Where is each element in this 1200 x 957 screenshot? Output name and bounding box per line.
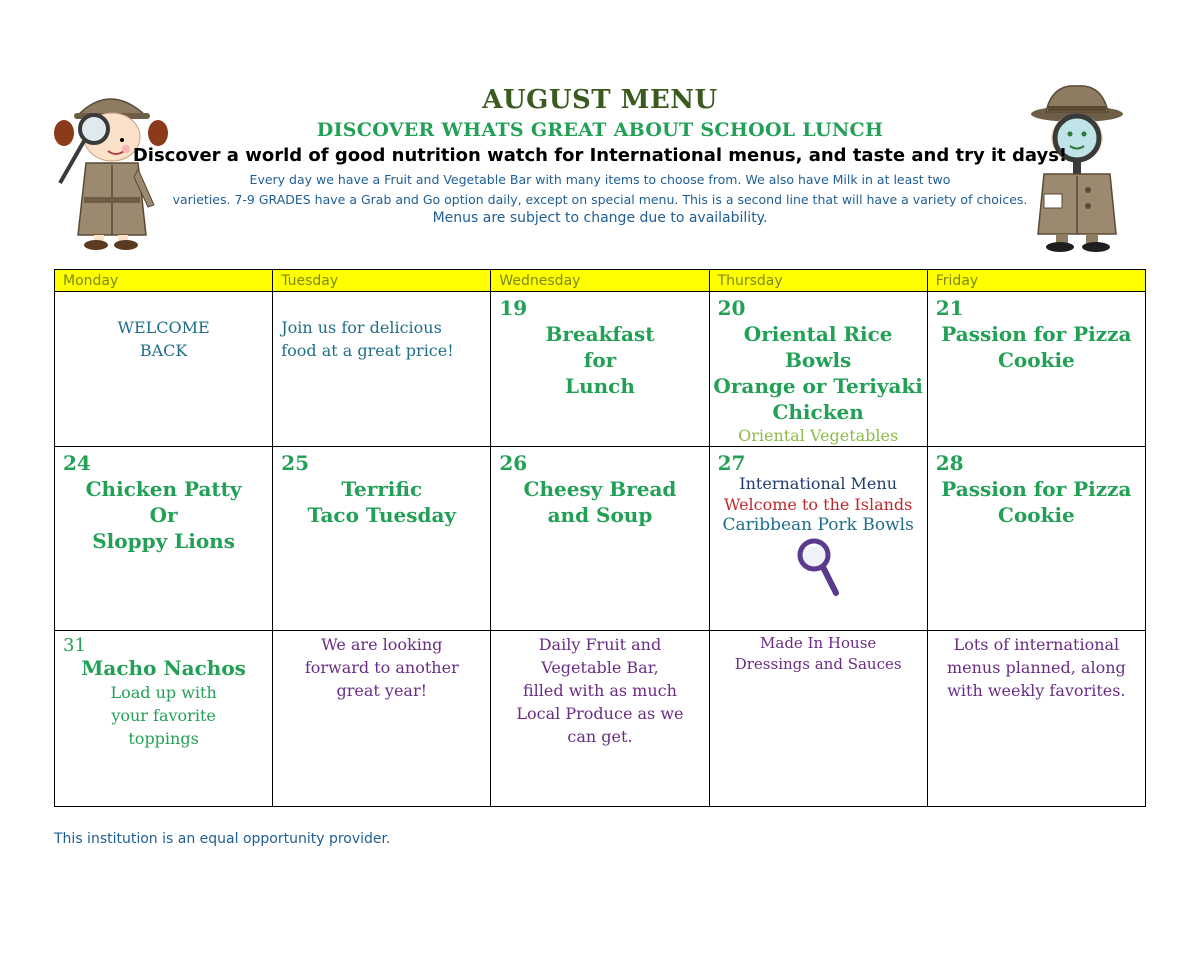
note-line: food at a great price! [281,341,454,360]
menu-line: Orange or Teriyaki [713,374,923,398]
note-line: International Menu [739,474,897,493]
note-line: Made In House [760,634,877,652]
intro-note [273,316,490,362]
note-line: Caribbean Pork Bowls [722,515,914,535]
day-cell [927,631,1145,807]
day-cell [55,447,273,631]
note-line: with weekly favorites. [947,681,1126,700]
day-cell [709,292,927,447]
note-line: your favorite [111,706,216,725]
day-cell [927,292,1145,447]
menu-line: Terrific [341,477,423,501]
menu-line: Oriental Rice [743,322,893,346]
day-header-tuesday: Tuesday [273,270,491,292]
menu-item [928,321,1145,373]
menu-line: Macho Nachos [81,656,246,680]
menu-item [710,321,927,447]
note-line: Vegetable Bar, [541,658,659,677]
international-menu [710,473,927,536]
day-cell [55,631,273,807]
day-header-friday: Friday [927,270,1145,292]
date-number: 26 [499,451,528,475]
day-cell [709,631,927,807]
date-number: 21 [935,296,964,320]
menu-line: Cheesy Bread [523,477,677,501]
day-header-monday: Monday [55,270,273,292]
menu-item [55,476,272,554]
menu-line: Breakfast [545,322,655,346]
menu-line: Cookie [997,348,1075,372]
menu-line: Taco Tuesday [307,503,457,527]
day-cell [273,631,491,807]
note-text [928,633,1145,702]
note-line: forward to another [304,658,459,677]
menu-line: Chicken Patty [85,477,242,501]
note-text [491,633,708,748]
week-row [55,631,1146,807]
date-number: 24 [63,451,91,475]
date-number: 31 [63,635,86,656]
menu-line: Chicken [772,400,864,424]
note-line: Local Produce as we [516,704,684,723]
menu-line: Bowls [784,348,852,372]
note-line: great year! [336,681,428,700]
menu-line: Lunch [565,374,635,398]
week-row [55,292,1146,447]
note-line: Welcome to the Islands [723,495,913,514]
note-line: Load up with [110,683,217,702]
menu-item [928,476,1145,528]
day-cell [273,447,491,631]
side-dish: Oriental Vegetables [738,426,899,445]
day-cell [491,631,709,807]
menu-line: for [583,348,617,372]
intro-line: Menus are subject to change due to availability. [432,210,768,226]
magnifying-glass-icon [796,537,842,599]
tagline: Discover a world of good nutrition watch for International menus, and taste and try it days! [132,145,1068,166]
page-title: AUGUST MENU [482,85,718,115]
intro-text [170,170,1030,229]
note-line: toppings [128,729,199,748]
menu-line: and Soup [547,503,653,527]
menu-item [491,476,708,528]
intro-line: varieties. 7-9 GRADES have a Grab and Go option daily, except on special menu. This is a second line that will have a variety of choices. [172,191,1028,207]
page-subtitle: DISCOVER WHATS GREAT ABOUT SCHOOL LUNCH [316,119,884,141]
note-line: WELCOME [117,318,210,337]
date-number: 28 [935,451,964,475]
note-line: menus planned, along [946,658,1126,677]
weekday-header-row [55,270,1146,292]
note-line: We are looking [321,635,443,654]
menu-line: Or [149,503,178,527]
footer-statement: This institution is an equal opportunity provider. [54,831,391,847]
welcome-note [55,316,272,362]
menu-calendar [54,269,1146,807]
day-cell [927,447,1145,631]
intro-line: Every day we have a Fruit and Vegetable Bar with many items to choose from. We also have Milk in at least two [249,172,951,187]
day-header-thursday: Thursday [709,270,927,292]
menu-item [55,655,272,750]
menu-item [491,321,708,399]
date-number: 19 [499,296,528,320]
note-text [710,633,927,675]
menu-line: Passion for Pizza [941,477,1132,501]
note-line: Join us for delicious [281,318,442,337]
note-line: filled with as much [523,681,677,700]
note-line: Daily Fruit and [538,635,662,654]
date-number: 25 [281,451,310,475]
date-number: 20 [717,296,746,320]
menu-line: Sloppy Lions [92,529,235,553]
note-line: can get. [567,727,633,746]
day-cell [273,292,491,447]
day-header-wednesday: Wednesday [491,270,709,292]
note-text [273,633,490,702]
date-number: 27 [717,451,746,475]
menu-line: Passion for Pizza [941,322,1132,346]
note-line: BACK [139,341,188,360]
day-cell [55,292,273,447]
note-line: Dressings and Sauces [734,655,902,673]
day-cell [491,292,709,447]
menu-line: Cookie [997,503,1075,527]
note-line: Lots of international [953,635,1120,654]
week-row [55,447,1146,631]
day-cell [491,447,709,631]
day-cell [709,447,927,631]
menu-item [273,476,490,528]
